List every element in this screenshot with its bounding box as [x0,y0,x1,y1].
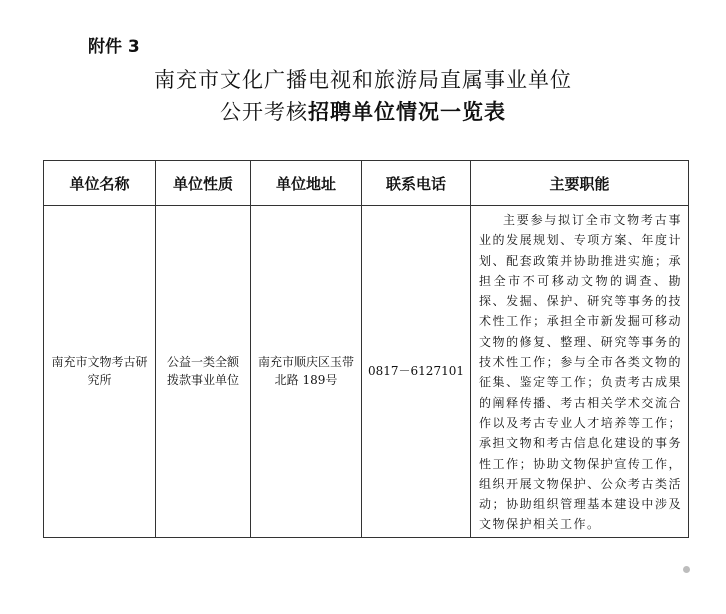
cell-unit-nature: 公益一类全额拨款事业单位 [156,206,251,538]
table-row [44,206,689,538]
subtitle-bold-part: 招聘单位情况一览表 [308,100,506,124]
cell-contact-phone: 0817－6127101 [362,206,471,538]
cell-main-duties [471,206,689,538]
header-contact-phone: 联系电话 [362,161,471,206]
cell-unit-address: 南充市顺庆区玉带北路 189号 [251,206,362,538]
attachment-label: 附件 3 [88,37,140,57]
header-unit-name: 单位名称 [44,161,156,206]
document-title: 南充市文化广播电视和旅游局直属事业单位 [154,68,572,92]
subtitle-normal-part: 公开考核 [220,100,308,124]
recruitment-table [43,160,689,538]
table-header-row [44,161,689,206]
header-main-duties: 主要职能 [471,161,689,206]
header-unit-nature: 单位性质 [156,161,251,206]
document-subtitle [0,96,726,126]
scroll-indicator-dot [683,566,690,573]
header-unit-address: 单位地址 [251,161,362,206]
cell-unit-name: 南充市文物考古研究所 [44,206,156,538]
duties-text: 主要参与拟订全市文物考古事业的发展规划、专项方案、年度计划、配套政策并协助推进实施；承担全市不可移动文物的调查、勘探、发掘、保护、研究等事务的技术性工作；承担全市新发掘可移动文物的修复、整理、研究等事务的技术性工作；参与全市各类文物的征集、鉴定等工作；负责考古成果的阐释传播、考古相关学术交流合作以及考古专业人才培养等工作；承担文物和考古信息化建设的事务性工作；协助文物保护宣传工作，组织开展文物保护、公众考古类活动；协助组织管理基本建设中涉及文物保护相关工作。 [479,213,682,532]
